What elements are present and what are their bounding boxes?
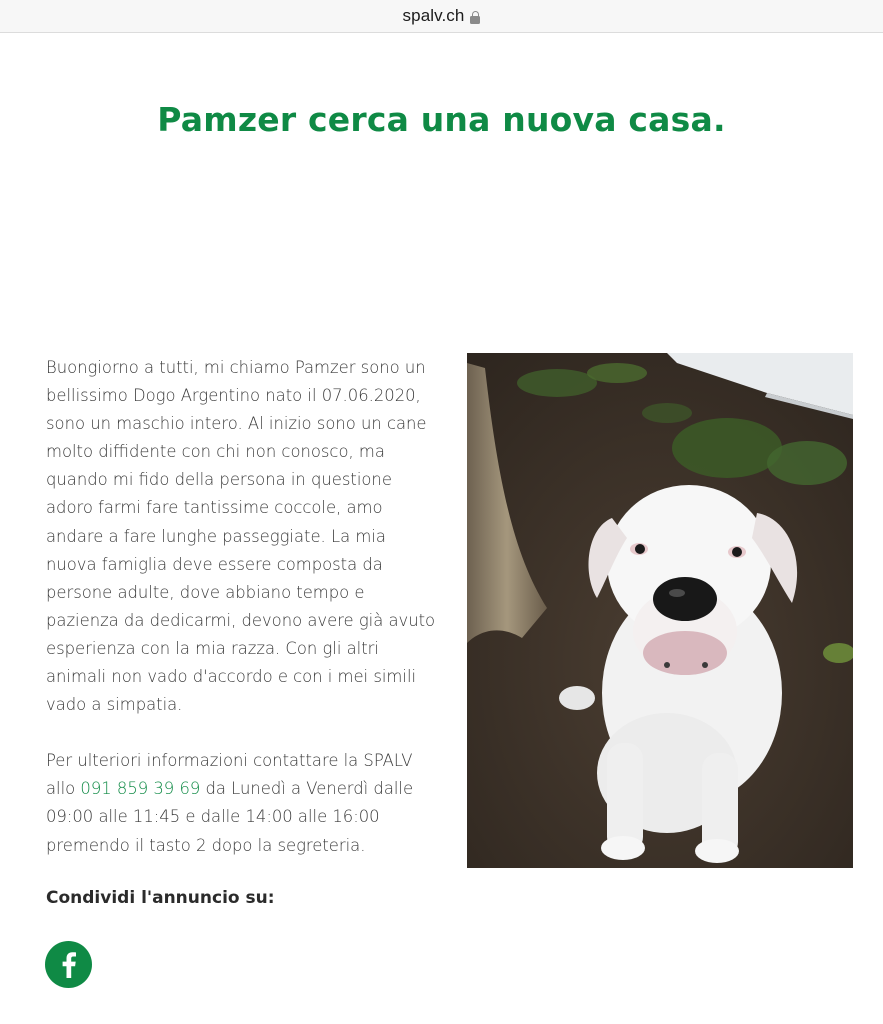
dog-photo-illustration: [467, 353, 853, 868]
lock-icon: [470, 11, 480, 24]
announcement-text: [46, 354, 438, 888]
facebook-share-button[interactable]: [45, 941, 92, 988]
dog-photo: [467, 353, 853, 868]
phone-link[interactable]: 091 859 39 69: [80, 779, 201, 799]
contact-info: [46, 747, 438, 859]
contact-prefix: Per ulteriori informazioni contattare la SPALV allo: [46, 751, 413, 799]
dog-description: Buongiorno a tutti, mi chiamo Pamzer sono un bellissimo Dogo Argentino nato il 07.06.2020, sono un maschio intero. Al inizio sono un cane molto diffidente con chi non conosco, ma quando mi fido della persona in questione adoro farmi fare tantissime coccole, amo andare a fare lunghe passeggiate. La mia nuova famiglia deve essere composta da persone adulte, dove abbiano tempo e pazienza da dedicarmi, devono avere già avuto esperienza con la mia razza. Con gli altri animali non vado d'accordo e con i mei simili vado a simpatia.: [46, 358, 436, 715]
contact-suffix: da Lunedì a Venerdì dalle 09:00 alle 11:45 e dalle 14:00 alle 16:00 premendo il tasto 2 dopo la segreteria.: [46, 779, 414, 855]
page-title: Pamzer cerca una nuova casa.: [157, 100, 726, 139]
facebook-icon: [62, 952, 76, 978]
address-bar[interactable]: [0, 0, 883, 33]
url-text: spalv.ch: [402, 6, 465, 25]
share-label: Condividi l'annuncio su:: [46, 888, 275, 908]
